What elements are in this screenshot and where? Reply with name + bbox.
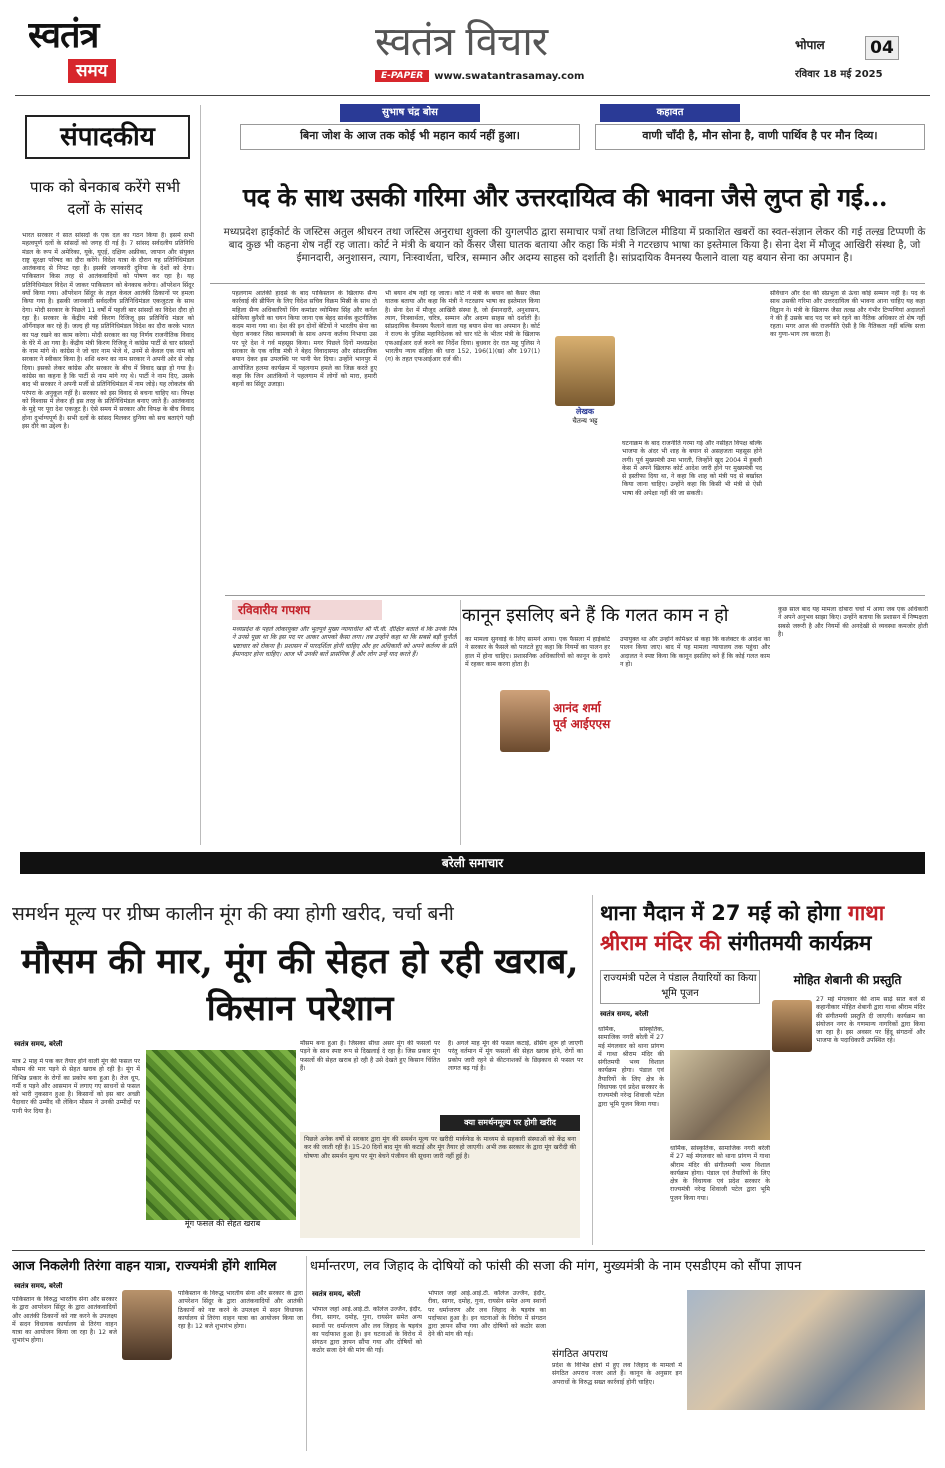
logo-bottom-text: समय	[68, 59, 116, 83]
city-name: भोपाल	[795, 38, 825, 52]
moong-field-photo	[146, 1050, 296, 1220]
lead-column-1: पहलगाम आतंकी हादसे के बाद पाकिस्तान के खिलाफ सैन्य कार्रवाई की ब्रीफिंग के लिए विदेश सचिव विक्रम मिस्री के साथ दो महिला सैन्य अधिकारियों विंग कमांडर व्योमिका सिंह और कर्नल सोफिया कुरैशी का चयन किया जाना एक बेहद सार्थक कूटनीतिक कदम माना गया था। देश की इन दोनों बेटियों ने भारतीय सेना का चेहरा बनकर जिस कामयाबी के साथ अपना कर्तव्य निभाया उस पर पूरे देश ने गर्व महसूस किया। मगर पिछले दिनों मध्यप्रदेश सरकार के एक वरिष्ठ मंत्री ने बेहद विवादास्पद और सांप्रदायिक बयान देकर इस उपलब्धि पर पानी फेर दिया। उन्होंने भानपुर में आयोजित हलमा कार्यक्रम में पहलगाम हमले का जिक्र करते हुए कहा कि जिन आतंकियों ने पहलगाम में लोगों को मारा, हमारी बहनों का सिंदूर उजाड़ा।	[232, 290, 377, 389]
author-photo	[500, 690, 550, 752]
proverb-label: कहावत	[600, 104, 740, 122]
minister-photo	[122, 1290, 172, 1360]
quote-text: बिना जोश के आज तक कोई भी महान कार्य नहीं हुआ।	[240, 124, 580, 150]
dharm-byline: स्वतंत्र समय, बरेली	[312, 1290, 361, 1298]
bottom-divider	[12, 1250, 925, 1251]
kanoon-column-1: का मामला सुनवाई के लिए सामने आया। एक फैसला में हाईकोर्ट ने सरकार के फैसले को पलटते हुए कहा कि नियमों का पालन हर हाल में होना चाहिए। प्रशासनिक अधिकारियों को कानून के दायरे में रहकर काम करना होता है।	[465, 636, 610, 668]
gossip-header: रविवारीय गपशप	[232, 600, 382, 620]
newspaper-logo	[28, 15, 143, 87]
editorial-headline: पाक को बेनकाब करेंगे सभी दलों के सांसद	[30, 178, 180, 218]
lead-column-4: संविधान और देश की संप्रभुता से ऊंचा कोई सम्मान नहीं है। पद के साथ उसकी गरिमा और उत्तरदायित्व की भावना आना चाहिए यह कहा विद्वान ने। मंत्री के खिलाफ जैसा तल्ख़ और गंभीर टिप्पणियां अदालतों ने की हैं उसके बाद पद पर बने रहने का नैतिक अधिकार तो शेष नहीं रहता। मगर आज की राजनीति ऐसी है कि नैतिकता नहीं बल्कि सत्ता का गुणा-भाग तय करता है।	[770, 290, 925, 339]
gatha-subhead-2: मोहित शेबानी की प्रस्तुति	[793, 973, 902, 987]
moong-headline: मौसम की मार, मूंग की सेहत हो रही खराब, किसान परेशान	[21, 941, 579, 1029]
lead-divider	[210, 283, 925, 284]
kanoon-column-2: उपायुक्त था और उन्होंने कमिश्नर से कहा कि कलेक्टर के आदेश का पालन किया जाए। बाद में यह मामला न्यायालय तक पहुंचा और अदालत ने स्पष्ट किया कि कानून इसलिए बने हैं कि कोई गलत काम न हो।	[620, 636, 770, 668]
section-band: बरेली समाचार	[20, 852, 925, 874]
tiranga-body: पाकिस्तान के विरुद्ध भारतीय सेना और सरकार के द्वारा आपरेशन सिंदूर के द्वारा आतंकवादियों और आतंकी ठिकानों को नष्ट करने के उपलक्ष्य में सदन विधायक कार्यालय से तिरंगा वाहन यात्रा का आयोजन किया जा रहा है। 12 बजे शुभारंभ होगा।	[12, 1296, 117, 1345]
epaper-bar	[375, 68, 735, 84]
gatha-byline: स्वतंत्र समय, बरेली	[600, 1010, 649, 1018]
author-photo	[555, 336, 615, 406]
dharm-subhead: संगठित अपराध	[552, 1349, 608, 1360]
editorial-label: संपादकीय	[25, 115, 190, 159]
moong-box-text: पिछले अनेक वर्षों से सरकार द्वारा मूंग की समर्थन मूल्य पर खरीदी मार्कफेड के माध्यम से सहकारी संस्थाओं को केंद्र बना कर की जाती रही है। 15-20 दिनों बाद मूंग की कटाई और मूंग तैयार हो जाएगी। अभी तक सरकार के द्वारा मूंग खरीदी की घोषणा और समर्थन मूल्य पर मूंग बेचने पंजीयन की सूचना जारी नहीं हुई है।	[300, 1132, 580, 1238]
gatha-headline-part2: श्रीराम मंदिर की	[600, 931, 721, 955]
column-rule	[200, 105, 201, 845]
lead-headline: पद के साथ उसकी गरिमा और उत्तरदायित्व की भावना जैसे लुप्त हो गई...	[242, 183, 888, 212]
gatha-body-right: 27 मई मंगलवार की शाम साढ़े सात बजे से कहानीकार मोहित शेबानी द्वारा गाथा श्रीराम मंदिर की संगीतमयी प्रस्तुति दी जाएगी। कार्यक्रम का संयोजन नगर के गणमान्य नागरिकों द्वारा किया जा रहा है। इस अवसर पर हिंदू संगठनों और भाजपा के पदाधिकारी उपस्थित रहे।	[816, 996, 925, 1045]
gatha-body-lower: धार्मिक, सांस्कृतिक, सामाजिक नगरी बरेली में 27 मई मंगलवार को थाना प्रांगण में गाथा श्रीराम मंदिर की संगीतमयी भव्य विशाल कार्यक्रम होगा। पंडाल एवं तैयारियों के लिए क्षेत्र के विधायक एवं प्रदेश सरकार के राज्यमंत्री नरेन्द्र शिवाजी पटेल द्वारा भूमि पूजन किया गया।	[670, 1145, 770, 1202]
dharm-body: भोपाल जहां आई.आई.टी. कॉलेज उज्जैन, इंदौर, रीवा, सागर, दमोह, गुना, रायसेन समेत अन्य स्थानों पर धर्मान्तरण और लव जिहाद के षड़यंत्र का पर्दाफाश हुआ है। इन घटनाओं के विरोध में संगठन द्वारा ज्ञापन सौंपा गया और दोषियों को कठोर सजा देने की मांग की गई।	[312, 1306, 422, 1355]
gatha-headline-red: गाथा	[848, 901, 885, 925]
gatha-event-photo	[670, 1050, 770, 1140]
moong-body-2: मौसम बना हुआ है। जिसका सीधा असर मूंग की फसलों पर पड़ने के साथ स्पष्ट रूप से दिखलाई दे रहा है। जिस प्रकार मूंग फसलों की सेहत खराब हो रही है उसे देखते हुए किसान चिंतित हैं।	[300, 1040, 440, 1072]
gossip-body: मध्यप्रदेश के पहले लोकायुक्त और भूतपूर्व मुख्य न्यायाधीश श्री पी.वी. दीक्षित बताते थे कि उनके मित्र ने उनसे पूछा था कि इस पद पर आकर आपको कैसा लगा। तब उन्होंने कहा था कि सबसे बड़ी चुनौती भ्रष्टाचार को रोकना है। प्रशासन में पारदर्शिता होनी चाहिए और हर अधिकारी को अपने कर्तव्य के प्रति ईमानदार होना चाहिए। आज भी उनकी बातें प्रासंगिक हैं और लोग उन्हें याद करते हैं।	[232, 626, 457, 658]
gatha-headline-part1: थाना मैदान में 27 मई को होगा	[600, 901, 841, 925]
lead-column-2: भी बयान शेष नहीं रह जाता। कोर्ट ने मंत्री के बयान को कैंसर जैसा घातक बताया और कहा कि मंत्री ने गटरछाप भाषा का इस्तेमाल किया है। सेना देश में मौजूद आखिरी संस्था है, जो ईमानदारी, अनुशासन, त्याग, निःस्वार्थता, चरित्र, सम्मान और अदम्य साहस को दर्शाती है। सांप्रदायिक वैमनस्य फैलाने वाला यह बयान सेना का अपमान है। कोर्ट ने राज्य के पुलिस महानिदेशक को चार घंटे के भीतर मंत्री के खिलाफ एफआईआर दर्ज करने का निर्देश दिया। बुधवार देर रात महू पुलिस ने भारतीय न्याय संहिता की धारा 152, 196(1)(ख) और 197(1)(ग) के तहत एफआईआर दर्ज की।	[385, 290, 540, 364]
column-rule	[306, 1256, 307, 1451]
kanoon-column-3: कुछ साल बाद यह मामला दोबारा चर्चा में आया जब एक अधिकारी ने अपने अनुभव साझा किए। उन्होंने बताया कि प्रशासन में निष्पक्षता सबसे जरूरी है और नियमों की अनदेखी से व्यवस्था कमजोर होती है।	[778, 606, 928, 638]
website-url[interactable]: www.swatantrasamay.com	[434, 70, 585, 82]
kanoon-author-title: पूर्व आईएएस	[553, 717, 611, 731]
kanoon-headline: कानून इसलिए बने हैं कि गलत काम न हो	[462, 605, 729, 626]
memorandum-photo	[687, 1290, 925, 1410]
lead-column-3: घटनाक्रम के बाद राजनीति गरमा गई और नसीहत विपक्ष बल्कि भाजपा के अंदर भी शाह के बयान से असहजता महसूस होने लगी। पूर्व मुख्यमंत्री उमा भारती, जिन्होंने खुद 2004 में हुबली केस में अपने खिलाफ कोर्ट आदेश जारी होने पर मुख्यमंत्री पद से इस्तीफा दिया था, ने कहा कि शाह को मंत्री पद से बर्खास्त किया जाना चाहिए। उन्होंने कहा कि किसी भी मंत्री से ऐसी भाषा की अपेक्षा नहीं की जा सकती।	[622, 440, 762, 497]
column-rule	[592, 895, 593, 1245]
moong-box-header: क्या समर्थनमूल्य पर होगी खरीद	[440, 1115, 580, 1131]
lead-deck: मध्यप्रदेश हाईकोर्ट के जस्टिस अतुल श्रीधरन तथा जस्टिस अनुराधा शुक्ला की युगलपीठ द्वारा समाचार पत्रों तथा डिजिटल मीडिया में प्रकाशित खबरों का स्वत-संज्ञान लेकर की गई तल्ख़ टिप्पणी के बाद कुछ भी कहना शेष नहीं रह जाता। कोर्ट ने मंत्री के बयान को कैंसर जैसा घातक बताया और कहा कि मंत्री ने गटरछाप भाषा का इस्तेमाल किया है। सेना देश में मौजूद आखिरी संस्था है, जो ईमानदारी, अनुशासन, त्याग, निःस्वार्थता, चरित्र, सम्मान और अदम्य साहस को दर्शाती है। सांप्रदायिक वैमनस्य फैलाने वाला यह बयान सेना का अपमान है।	[223, 227, 926, 264]
editorial-body: भारत सरकार ने सात सांसदों के एक दल का गठन किया है। इसमें सभी महत्वपूर्ण दलों के सांसदों को जगह दी गई है। 7 सांसद सर्वदलीय प्रतिनिधि मंडल के रूप में अमेरिका, यूके, यूएई, दक्षिण अफ्रीका, जापान और संयुक्त राष्ट्र सुरक्षा परिषद का दौरा करेंगे। विदेश यात्रा के दौरान यह प्रतिनिधिमंडल आतंकवाद से निपट रहा है। इसकी जानकारी दुनिया के देशों को देगा। पाकिस्तान किस तरह से आतंकवादियों को पोषण कर रहा है। यह प्रतिनिधिमंडल विदेश में जाकर पाकिस्तान को बेनकाब करेगा। ऑपरेशन सिंदूर क्यों किया गया। ऑपरेशन सिंदूर के तहत केवल आतंकी ठिकानों पर हमला किया गया है। इसकी जानकारी सर्वदलीय प्रतिनिधिमंडल एकजुटता के साथ देगा। मोदी सरकार के पिछले 11 वर्षों में पहली बार सांसदों का विदेश दौरा हो रहा है। सरकार के केंद्रीय मंत्री किरण रिजिजू इस प्रतिनिधि मंडल को ऑर्गेनाइज कर रहे हैं। जल्द ही यह प्रतिनिधिमंडल विदेश का दौरा करके भारत का पक्ष रखने का काम करेगा। मोदी सरकार का यह निर्णय राजनीतिक विवाद के घेरे में आ गया है। केंद्रीय मंत्री किरण रिजिजू ने कांग्रेस पार्टी से चार सांसदों के नाम मांगे थे। कांग्रेस ने जो चार नाम भेजे थे, उनमें से केवल एक नाम को सरकार ने स्वीकार किया है। शशि थरूर का नाम सरकार ने अपनी ओर से जोड़ दिया। इसको लेकर कांग्रेस और सरकार के बीच में विवाद खड़ा हो गया है। कांग्रेस का कहना है कि पार्टी से नाम मांगे गए थे। पार्टी ने नाम दिए, उसके बाद भी सरकार ने अपनी मर्जी से प्रतिनिधिमंडल में नाम जोड़े। यह लोकतंत्र की परंपरा के अनुकूल नहीं है। सरकार को इस विवाद से बचना चाहिए था। विपक्ष को विश्वास में लेकर ही इस तरह के प्रतिनिधिमंडल बनाए जाते हैं। आतंकवाद के मुद्दे पर पूरा देश एकजुट है। ऐसे समय में सरकार और विपक्ष के बीच विवाद होना दुर्भाग्यपूर्ण है। सभी दलों के सांसद मिलकर दुनिया को सच बताएंगे यही इस दौरे का उद्देश्य है।	[22, 232, 194, 430]
gatha-headline	[600, 898, 925, 968]
moong-kicker: समर्थन मूल्य पर ग्रीष्म कालीन मूंग की क्या होगी खरीद, चर्चा बनी	[12, 903, 454, 925]
tiranga-headline: आज निकलेगी तिरंगा वाहन यात्रा, राज्यमंत्री होंगे शामिल	[12, 1259, 277, 1274]
tiranga-body-right: पाकिस्तान के विरुद्ध भारतीय सेना और सरकार के द्वारा आपरेशन सिंदूर के द्वारा आतंकवादियों और आतंकी ठिकानों को नष्ट करने के उपलक्ष्य में सदन विधायक कार्यालय से तिरंगा वाहन यात्रा का आयोजन किया जा रहा है। 12 बजे शुभारंभ होगा।	[178, 1290, 303, 1331]
gatha-subhead-1: राज्यमंत्री पटेल ने पंडाल तैयारियों का किया भूमि पूजन	[600, 970, 760, 1004]
moong-body-1: मात्र 2 माह में पक कर तैयार होने वाली मूंग की फसल पर मौसम की मार पड़ने से सेहत खराब हो रही है। मूंग में विभिन्न प्रकार के रोगों का प्रकोप बना हुआ है। तेज धूप, गर्मी व पड़ने और आसमान में लगाए गए साधनों से फसल को भारी नुकसान हुआ है। किसानों को इस बार अच्छी पैदावार की उम्मीद थी लेकिन मौसम ने उनकी उम्मीदों पर पानी फेर दिया है।	[12, 1058, 140, 1115]
gatha-body: धार्मिक, सांस्कृतिक, सामाजिक नगरी बरेली में 27 मई मंगलवार को थाना प्रांगण में गाथा श्रीराम मंदिर की संगीतमयी भव्य विशाल कार्यक्रम होगा। पंडाल एवं तैयारियों के लिए क्षेत्र के विधायक एवं प्रदेश सरकार के राज्यमंत्री नरेन्द्र शिवाजी पटेल द्वारा भूमि पूजन किया गया।	[598, 1026, 664, 1108]
tiranga-byline: स्वतंत्र समय, बरेली	[14, 1282, 63, 1290]
section-divider	[225, 595, 925, 596]
photo-caption: मूंग फसल की सेहत खराब	[184, 1219, 261, 1228]
column-rule	[460, 600, 461, 845]
issue-date: रविवार 18 मई 2025	[795, 69, 883, 80]
edition-header	[375, 18, 745, 88]
proverb-text: वाणी चाँदी है, मौन सोना है, वाणी पार्थिव है पर मौन दिव्य।	[595, 124, 925, 150]
dharm-headline: धर्मान्तरण, लव जिहाद के दोषियों को फांसी की सजा की मांग, मुख्यमंत्री के नाम एसडीएम को सौंपा ज्ञापन	[310, 1259, 802, 1274]
page-number: 04	[865, 36, 899, 60]
moong-byline: स्वतंत्र समय, बरेली	[14, 1040, 63, 1048]
author-box	[550, 336, 620, 432]
moong-body-3: है। अगले माह मूंग की फसल कटाई, थ्रेसिंग शुरू हो जाएगी परंतु वर्तमान में मूंग फसलों की सेहत खराब होने, रोगों का प्रकोप जारी रहने से कीटनाशकों के छिड़काव से फसल पर लागत बढ़ गई है।	[448, 1040, 583, 1072]
dharm-body-3: प्रदेश के विभिन्न क्षेत्रों में हुए लव जिहाद के मामलों में संगठित अपराध नजर आते हैं। कानून के अनुसार इन अपराधों के विरुद्ध सख्त कार्रवाई होनी चाहिए।	[552, 1362, 682, 1386]
gatha-headline-part3: संगीतमयी कार्यक्रम	[728, 931, 872, 955]
kanoon-author-name: आनंद शर्मा	[553, 701, 601, 715]
epaper-badge: E-PAPER	[375, 70, 429, 82]
author-label: लेखक	[575, 407, 595, 416]
masthead-divider	[15, 95, 930, 96]
quote-author: सुभाष चंद्र बोस	[340, 104, 480, 122]
edition-title: स्वतंत्र विचार	[375, 19, 548, 65]
edition-info	[795, 36, 905, 86]
author-name: चैतन्य भट्ट	[572, 417, 598, 425]
logo-top-text: स्वतंत्र	[28, 15, 99, 56]
dharm-body-2: भोपाल जहां आई.आई.टी. कॉलेज उज्जैन, इंदौर, रीवा, सागर, दमोह, गुना, रायसेन समेत अन्य स्थानों पर धर्मान्तरण और लव जिहाद के षड़यंत्र का पर्दाफाश हुआ है। इन घटनाओं के विरोध में संगठन द्वारा ज्ञापन सौंपा गया और दोषियों को कठोर सजा देने की मांग की गई।	[428, 1290, 546, 1339]
